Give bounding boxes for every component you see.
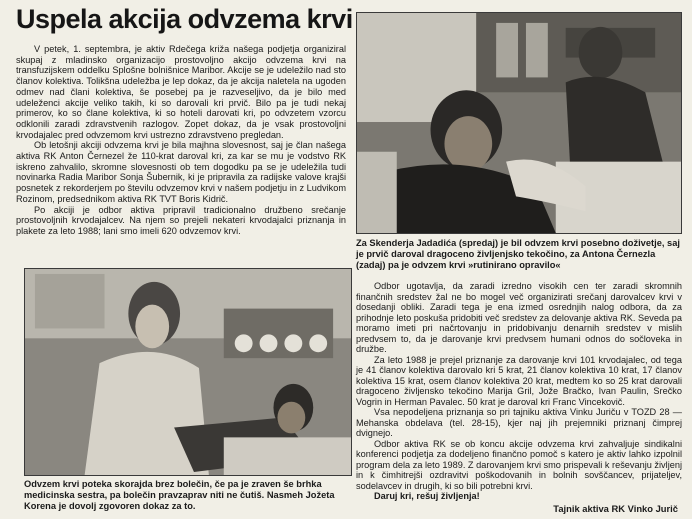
photo-nurse-with-donor [24, 268, 352, 476]
paragraph-2: Ob letošnji akciji odvzema krvi je bila majhna slovesnost, saj je član našega aktiva RK Anton Černezel že 110-krat daroval kri, za kar se mu je vodstvo RK iskreno zahvalilo, skromne slovesnosti ob tem dogodku pa se je udeležila tudi novinarka Radia Maribor Sonja Šubernik, ki je pripravila za radijske valove krajši posnetek z rekorderjem po številu odvzemov krvi v našem podjetju in z Ludvikom Rozinom, predsednikom aktiva RK TVT Boris Kidrič. [16, 140, 346, 204]
caption-top: Za Skenderja Jadadića (spredaj) je bil odvzem krvi posebno doživetje, saj je prvič daroval dragoceno življenjsko tekočino, za Antona Černezla (zadaj) pa je odvzem krvi »rutinirano opravilo« [356, 238, 680, 270]
paragraph-1: V petek, 1. septembra, je aktiv Rdečega križa našega podjetja organiziral skupaj z mladinsko organizacijo prostovoljno akcijo odvzema krvi na transfuzijskem oddelku Splošne bolnišnice Maribor. Akcije se je udeležilo nad sto članov kolektiva. Tolikšna udeležba je lep dokaz, da je akcija naletela na ugoden odmev nad člani kolektiva, še posebej pa je razveseljivo, da je bilo med udeleženci akcije veliko takih, ki so darovali kri prvič. Bilo pa je tudi nekaj primerov, ko so člane kolektiva, ki so hoteli darovati kri, po odvzetem vzorcu odklonili zaradi zdravstvenih razlogov. Zopet dokaz, da je vsak prostovoljni krvodajalec pred odvzemom krvi ustrezno zdravstveno pregledan. [16, 44, 346, 140]
article-headline: Uspela akcija odvzema krvi [16, 4, 353, 34]
paragraph-5: Za leto 1988 je prejel priznanje za darovanje krvi 101 krvodajalec, od tega je 41 članov kolektiva darovalo kri 5 krat, 21 članov kolektiva 10 krat, 17 članov kolektiva 15 krat, osem članov kolektiva 20 krat, medtem ko so 25 krat darovali dragoceno življensko tekočino Marija Gril, Jože Bračko, Ivan Paulin, Srečko Vogrin in Herman Pavalec. 50 krat je daroval kri Franc Vincekovič. [356, 354, 682, 407]
signature: Tajnik aktiva RK Vinko Jurič [553, 503, 678, 514]
caption-bottom: Odvzem krvi poteka skorajda brez bolečin, če pa je zraven še brhka medicinska sestra, pa bolečin pravzaprav niti ne čutiš. Nasmeh Jožeta Korena je dovolj zgovoren dokaz za to. [24, 479, 335, 511]
paragraph-3: Po akciji je odbor aktiva pripravil tradicionalno družbeno srečanje prostovoljnih krvodajalcev. Na njem so prejeli nekateri krvodajalci priznanja in plakete za leto 1988; lani smo imeli 620 odvzemov krvi. [16, 204, 346, 236]
right-column [356, 281, 682, 502]
left-column [16, 44, 346, 237]
paragraph-7: Odbor aktiva RK se ob koncu akcije odvzema krvi zahvaljuje sindikalni konferenci podjetja za dodeljeno finančno pomoč s katero je aktiv lahko izpolnil program dela za leto 1989. Z darovanjem krvi smo prispevali k reševanju življenj in k čimhitrejši ozdravitvi poškodovanih in bolnih sovščancev, prijateljev, sodelavcev in drugih, ki so bili potrebni krvi. [356, 438, 682, 491]
photo-donors-reclining [356, 12, 682, 234]
paragraph-6: Vsa nepodeljena priznanja so pri tajniku aktiva Vinku Juriču v TOZD 28 — Mehanska obdelava (tel. 28-15), kjer naj jih prejemniki priznanj čimprej dvignejo. [356, 407, 682, 438]
paragraph-4: Odbor ugotavlja, da zaradi izredno visokih cen ter zaradi skromnih finančnih sredstev žal ne bo mogel več organizirati srečanj darovalcev krvi v dosedanji obliki. Zaradi tega je ena izmed osrednjih nalog odbora, da za prihodnje leto poskuša pridobiti več sredstev za delovanje aktiva RK. Seveda pa moramo imeti pri načrtovanju in pridobivanju denarnih sredstev v mislih predvsem to, da je darovanje krvi predvsem humani odnos do sočloveka in družbe. [356, 281, 682, 354]
closing-slogan: Daruj kri, rešuj življenja! [374, 491, 480, 501]
